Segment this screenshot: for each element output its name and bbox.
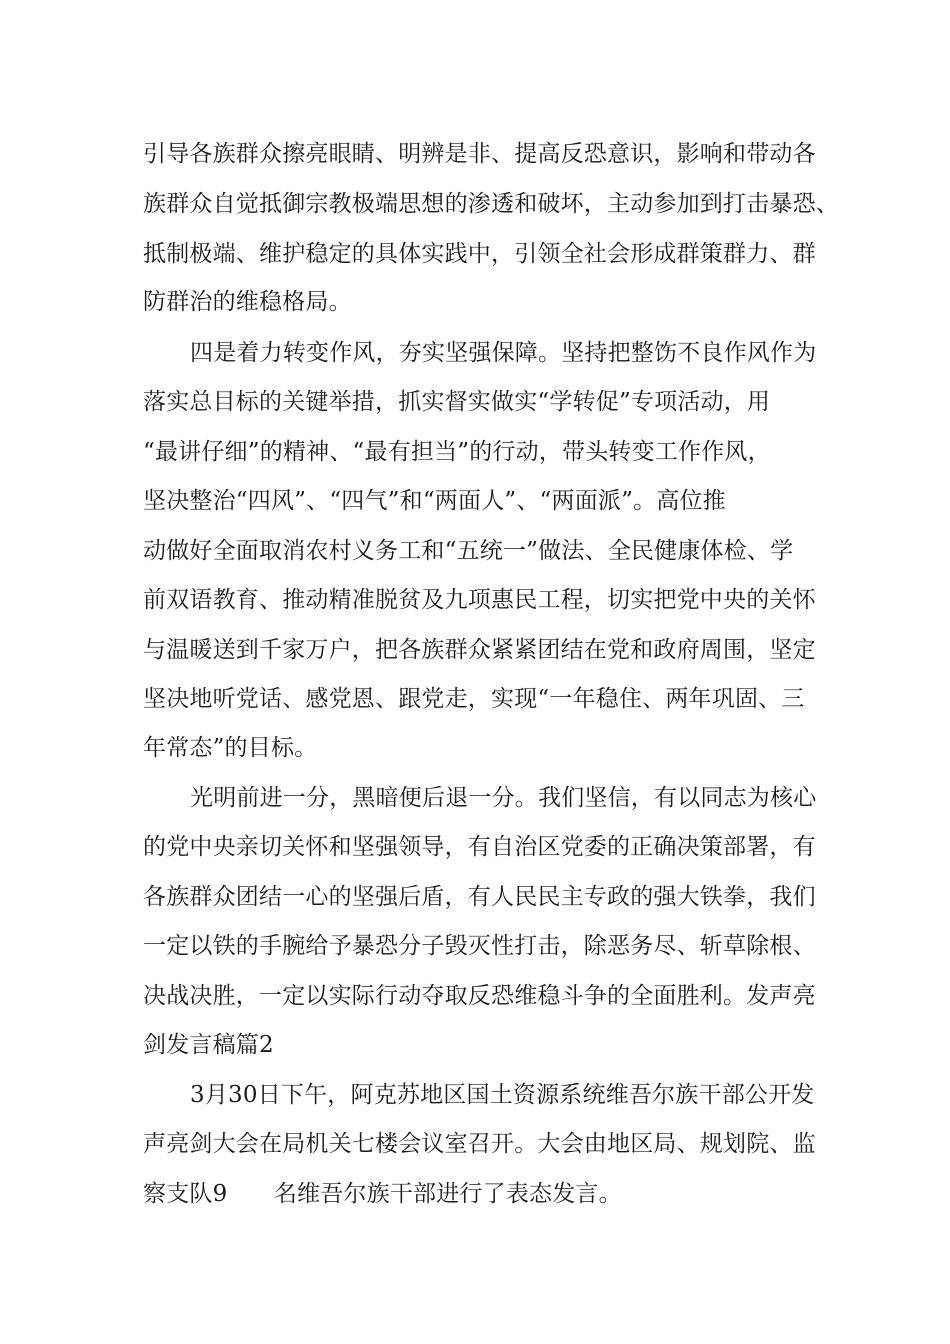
text-line: 声亮剑大会在局机关七楼会议室召开。大会由地区局、规划院、监	[143, 1131, 816, 1157]
text-line: 的党中央亲切关怀和坚强领导，有自治区党委的正确决策部署，有	[143, 834, 816, 860]
text-line: 一定以铁的手腕给予暴恐分子毁灭性打击，除恶务尽、斩草除根、	[143, 933, 816, 959]
text-line: 引导各族群众擦亮眼睛、明辨是非、提高反恐意识，影响和带动各	[143, 141, 816, 167]
text-line: 前双语教育、推动精准脱贫及九项惠民工程，切实把党中央的关怀	[143, 587, 816, 613]
text-line: 抵制极端、维护稳定的具体实践中，引领全社会形成群策群力、群	[143, 241, 816, 267]
text-line: “最讲仔细”的精神、“最有担当”的行动，带头转变工作作风，	[143, 439, 771, 465]
text-line: 决战决胜，一定以实际行动夺取反恐维稳斗争的全面胜利。发声亮	[143, 983, 816, 1009]
text-line: 剑发言稿篇2	[143, 1032, 274, 1058]
text-line: 各族群众团结一心的坚强后盾，有人民民主专政的强大铁拳，我们	[143, 884, 816, 910]
text-line: 族群众自觉抵御宗教极端思想的渗透和破坏，主动参加到打击暴恐、	[143, 191, 839, 217]
text-line: 四是着力转变作风，夯实坚强保障。坚持把整饬不良作风作为	[190, 340, 817, 366]
text-line: 动做好全面取消农村义务工和“五统一”做法、全民健康体检、学	[143, 538, 794, 564]
text-line: 防群治的维稳格局。	[143, 289, 352, 315]
text-line: 光明前进一分，黑暗便后退一分。我们坚信，有以同志为核心	[190, 785, 817, 811]
text-line: 年常态”的目标。	[143, 735, 318, 761]
text-line: 与温暖送到千家万户，把各族群众紧紧团结在党和政府周围，坚定	[143, 637, 816, 663]
text-line: 坚决整治“四风”、“四气”和“两面人”、“两面派”。高位推	[143, 488, 726, 514]
text-line: 察支队9 名维吾尔族干部进行了表态发言。	[143, 1181, 622, 1207]
text-line: 坚决地听党话、感党恩、跟党走，实现“一年稳住、两年巩固、三	[143, 686, 805, 712]
text-line: 落实总目标的关键举措，抓实督实做实“学转促”专项活动，用	[143, 389, 771, 415]
text-line: 3月30日下午，阿克苏地区国土资源系统维吾尔族干部公开发	[190, 1082, 815, 1108]
